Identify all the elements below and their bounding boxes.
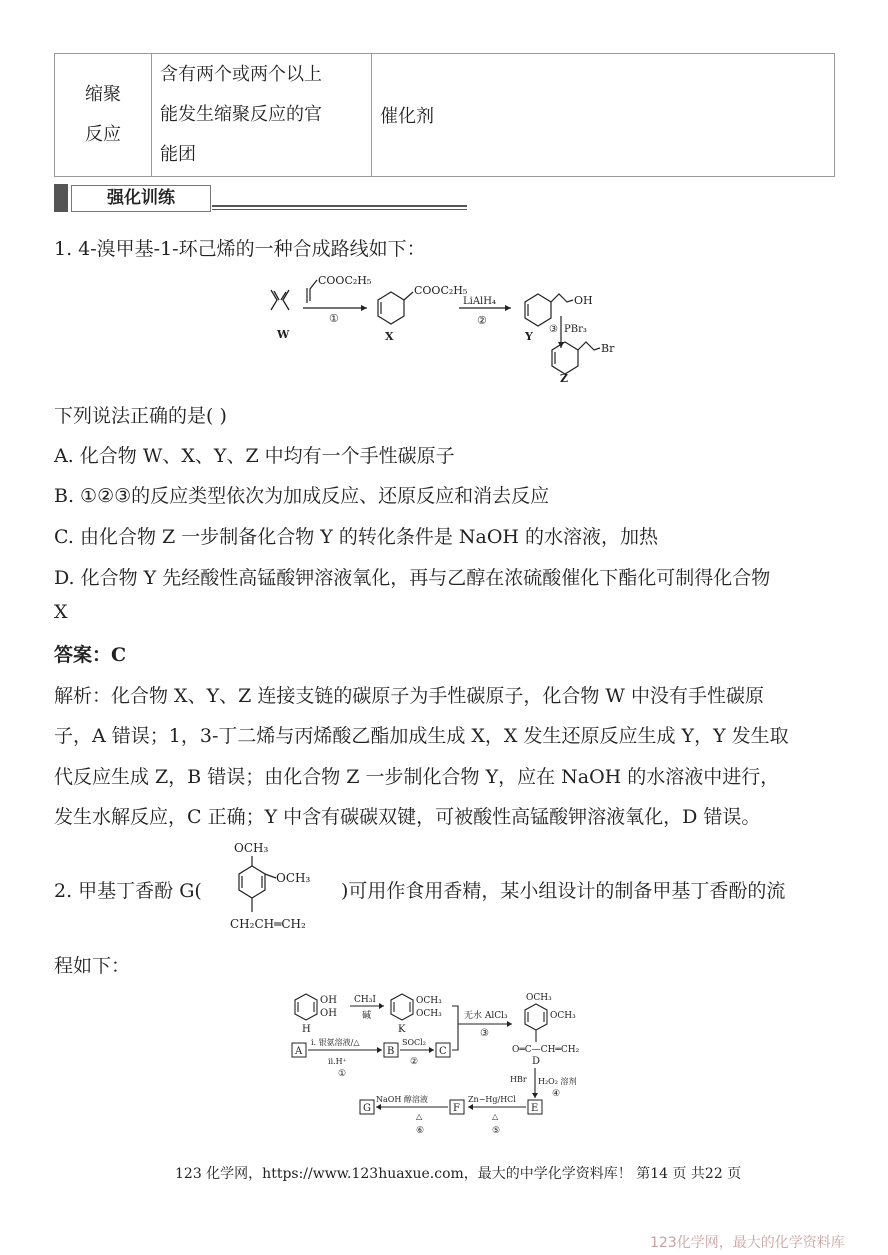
k-och3-1: OCH₃	[416, 996, 442, 1006]
section-rule-thin	[212, 209, 467, 210]
label-x: X	[385, 330, 394, 343]
step3: ③	[549, 324, 558, 335]
q1-analysis-line4: 发生水解反应，C 正确；Y 中含有碳碳双键，可被酸性高锰酸钾溶液氧化，D 错误。	[54, 806, 761, 828]
q1-answer	[54, 640, 126, 667]
reagent-hk-bottom: 碱	[362, 1011, 372, 1021]
label-f: F	[453, 1103, 460, 1114]
reagent3: PBr₃	[564, 324, 587, 335]
label-k: K	[398, 1024, 406, 1035]
catalyst-cell: 催化剂	[372, 54, 835, 177]
step2-flow: ②	[410, 1057, 419, 1067]
compound-x-ring	[378, 292, 413, 324]
label-c: C	[439, 1046, 447, 1057]
reaction-type-line2: 反应	[85, 124, 121, 145]
answer-label: 答案：	[54, 644, 112, 666]
label-d: D	[532, 1056, 541, 1067]
g-och3-top: OCH₃	[234, 841, 269, 855]
reagent-ab-2: ⅱ.H⁺	[328, 1057, 347, 1066]
q1-analysis-line3: 代反应生成 Z，B 错误；由化合物 Z 一步制化合物 Y，应在 NaOH 的水溶液中进行，	[54, 766, 780, 788]
label-y: Y	[525, 330, 533, 343]
x-group: COOC₂H₅	[414, 284, 468, 297]
reagent-ef: Zn−Hg/HCl	[468, 1095, 516, 1104]
condition-cell	[152, 54, 372, 177]
compound-k-ring	[391, 994, 413, 1020]
q1-analysis-line1: 解析：化合物 X、Y、Z 连接支链的碳原子为手性碳原子，化合物 W 中没有手性碳原	[54, 685, 764, 707]
h-oh1: OH	[320, 995, 337, 1006]
g-och3-right: OCH₃	[276, 871, 311, 885]
table-row	[55, 54, 835, 177]
section-title: 强化训练	[71, 185, 211, 212]
step1: ①	[329, 312, 339, 325]
compound-h-ring	[295, 994, 317, 1020]
label-e: E	[531, 1103, 539, 1114]
section-header	[54, 184, 414, 212]
g-chain: CH₂CH═CH₂	[230, 917, 306, 931]
compound-d-ring	[525, 1004, 547, 1042]
step4-flow: ④	[552, 1089, 561, 1099]
compound-w	[271, 290, 289, 310]
q2-stem-prefix: 2. 甲基丁香酚 G(	[54, 880, 202, 902]
reagent-ab-1: ⅰ. 银氨溶液/△	[311, 1038, 360, 1047]
section-marker	[54, 184, 68, 212]
g-structure	[220, 838, 340, 936]
condition-line2: 能发生缩聚反应的官	[160, 104, 322, 125]
reagent-bc: SOCl₂	[402, 1038, 426, 1047]
step5-flow: ⑤	[492, 1126, 501, 1136]
reaction-type-line1: 缩聚	[85, 84, 121, 105]
d-chain: O═C—CH═CH₂	[512, 1045, 580, 1055]
label-w: W	[277, 328, 290, 341]
reaction-table	[54, 53, 835, 177]
condition-line3: 能团	[160, 144, 196, 165]
q1-analysis-line2: 子，A 错误；1，3-丁二烯与丙烯酸乙酯加成生成 X，X 发生还原反应生成 Y，Y 发生取	[54, 725, 789, 747]
watermark: 123化学网，最大的化学资料库	[650, 1235, 845, 1251]
delta-ef: △	[492, 1112, 499, 1121]
q1-synthesis-scheme	[255, 262, 675, 384]
step1-flow: ①	[338, 1069, 347, 1079]
k-och3-2: OCH₃	[416, 1009, 442, 1019]
reagent1: COOC₂H₅	[318, 274, 372, 287]
label-z: Z	[560, 372, 569, 384]
acrylate-reagent	[307, 280, 317, 303]
d-och3-2: OCH₃	[550, 1011, 576, 1021]
reagent-hk-top: CH₃I	[354, 995, 376, 1005]
label-g: G	[363, 1103, 371, 1114]
q2-stem-line2: 程如下：	[54, 955, 131, 977]
q1-option-a: A. 化合物 W、X、Y、Z 中均有一个手性碳原子	[54, 445, 455, 467]
y-group: OH	[574, 294, 593, 307]
reagent-kd: 无水 AlCl₃	[464, 1011, 508, 1021]
q2-flow-diagram	[280, 988, 620, 1140]
z-group: Br	[601, 342, 615, 355]
page-footer: 123 化学网，https://www.123huaxue.com，最大的中学化学资料库！ 第14 页 共22 页	[175, 1166, 742, 1182]
reagent-fg: NaOH 醇溶液	[376, 1095, 428, 1104]
reagent2: LiAlH₄	[463, 296, 496, 307]
label-h: H	[302, 1024, 311, 1035]
step2: ②	[477, 314, 487, 327]
h-oh2: OH	[320, 1008, 337, 1019]
label-a: A	[295, 1046, 303, 1057]
q1-prompt: 下列说法正确的是( )	[54, 405, 227, 427]
answer-value: C	[111, 644, 127, 666]
delta-fg: △	[416, 1112, 423, 1121]
reagent-de-2: H₂O₂ 溶剂	[538, 1077, 577, 1086]
section-rule	[212, 205, 467, 207]
q1-stem: 1. 4-溴甲基-1-环己烯的一种合成路线如下：	[54, 238, 426, 260]
step3-flow: ③	[480, 1028, 489, 1039]
q2-stem-suffix: )可用作食用香精，某小组设计的制备甲基丁香酚的流	[341, 880, 786, 902]
compound-z-ring	[552, 342, 600, 374]
label-b: B	[387, 1046, 395, 1057]
q1-option-d: D. 化合物 Y 先经酸性高锰酸钾溶液氧化，再与乙醇在浓硫酸催化下酯化可制得化合物	[54, 567, 771, 589]
condition-line1: 含有两个或两个以上	[160, 64, 322, 85]
step6-flow: ⑥	[416, 1126, 425, 1136]
compound-y-ring	[525, 294, 573, 326]
q1-option-d-cont: X	[54, 601, 68, 623]
reaction-type-cell	[55, 54, 152, 177]
d-och3-1: OCH₃	[526, 993, 552, 1003]
q1-option-b: B. ①②③的反应类型依次为加成反应、还原反应和消去反应	[54, 485, 550, 507]
q1-option-c: C. 由化合物 Z 一步制备化合物 Y 的转化条件是 NaOH 的水溶液，加热	[54, 526, 659, 548]
reagent-de-1: HBr	[510, 1075, 527, 1084]
